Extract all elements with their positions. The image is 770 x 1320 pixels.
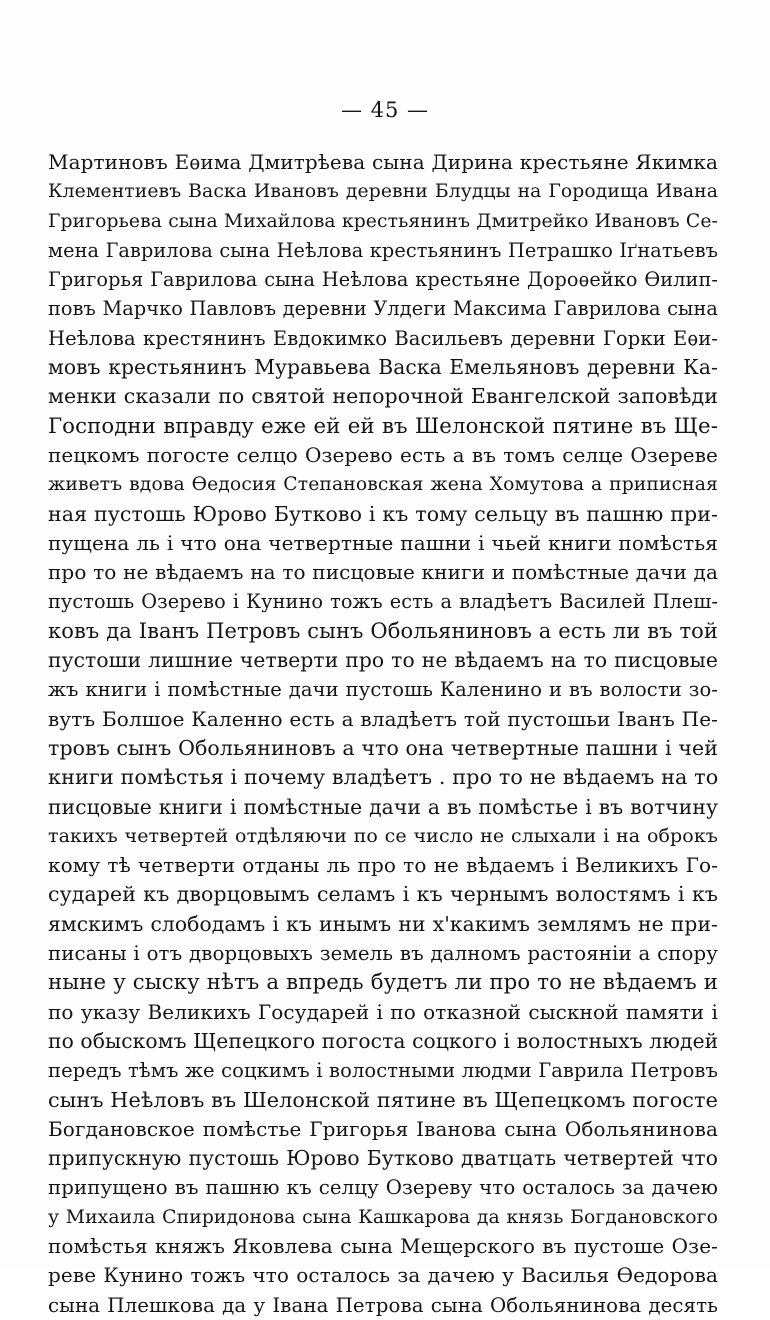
text-line: припускную пустошь Юрово Бутково дватцать четвертей что — [48, 1146, 718, 1171]
text-line: по обыскомъ Щепецкого погоста соцкого і волостныхъ людей — [48, 1028, 719, 1053]
text-line: ковъ да Іванъ Петровъ сынъ Обольяниновъ а есть ли въ той — [48, 618, 718, 643]
text-line: повъ Марчко Павловъ деревни Улдеги Максима Гаврилова сына — [48, 297, 718, 321]
text-line: Григорья Гаврилова сына Неѣлова крестьяне Дороѳейко Ѳилип- — [48, 268, 718, 292]
text-line: ная пустошь Юрово Бутково і къ тому сельцу въ пашню при- — [48, 501, 718, 526]
text-line: пецкомъ погосте селцо Озерево есть а въ томъ селце Озереве — [48, 442, 718, 467]
text-line: пущена ль і что она четвертные пашни і чьей книги помѣстья — [48, 530, 718, 555]
text-line: кому тѣ четверти отданы ль про то не вѣдаемъ і Великихъ Го- — [48, 853, 718, 878]
text-line: такихъ четвертей отдѣляючи по се число не слыхали і на оброкъ — [48, 824, 718, 847]
text-line: мена Гаврилова сына Неѣлова крестьянинъ Петрашко Іґнатьевъ — [48, 238, 718, 262]
text-line: Мартиновъ Еѳима Дмитрѣева сына Дирина крестьяне Якимка — [48, 150, 718, 174]
text-line: Клементиевъ Васка Ивановъ деревни Блудцы на Городища Ивана — [48, 181, 718, 203]
text-line: пустошь Озерево і Кунино тожъ есть а владѣетъ Василей Плеш- — [48, 590, 718, 614]
text-line: писаны і отъ дворцовыхъ земель въ далномъ растояніи а спору — [48, 942, 718, 966]
text-line: про то не вѣдаемъ на то писцовые книги и помѣстные дачи да — [48, 560, 718, 585]
text-line: Господни вправду еже ей ей въ Шелонской пятине въ Ще- — [48, 413, 718, 439]
body-text — [48, 148, 718, 1320]
text-line: припущено въ пашню къ селцу Озереву что осталось за дачею — [48, 1176, 718, 1200]
text-line: у Михаила Спиридонова сына Кашкарова да князь Богдановского — [48, 1206, 718, 1228]
text-line: ямскимъ слободамъ і къ инымъ ни х'какимъ землямъ не при- — [48, 911, 718, 936]
text-line: Неѣлова крестянинъ Евдокимко Васильевъ деревни Горки Еѳи- — [48, 326, 718, 350]
text-line: сына Плешкова да у Івана Петрова сына Обольянинова десять — [48, 1293, 718, 1317]
text-line: книги помѣстья і почему владѣетъ . про то не вѣдаемъ на то — [48, 765, 719, 790]
text-line: помѣстья княжъ Яковлева сына Мещерского въ пустоше Озе- — [48, 1233, 718, 1258]
text-line: менки сказали по святой непорочной Евангелской заповѣди — [48, 384, 718, 409]
text-line: Богдановское помѣстье Григорья Іванова сына Обольянинова — [48, 1116, 718, 1141]
text-line: Григорьева сына Михайлова крестьянинъ Дмитрейко Ивановъ Се- — [48, 210, 718, 232]
text-line: тровъ сынъ Обольяниновъ а что она четвертные пашни і чей — [48, 735, 718, 760]
text-line: пустоши лишние четверти про то не вѣдаемъ на то писцовые — [48, 648, 718, 673]
text-line: вутъ Болшое Каленно есть а владѣетъ той пустошьи Іванъ Пе- — [48, 706, 718, 731]
text-line: мовъ крестьянинъ Муравьева Васка Емельяновъ деревни Ка- — [48, 355, 718, 380]
text-line: передъ тѣмъ же соцкимъ і волостными людми Гаврила Петровъ — [48, 1059, 718, 1083]
text-line: ныне у сыску нѣтъ а впредь будетъ ли про то не вѣдаемъ и — [48, 970, 718, 996]
page-number: — 45 — — [340, 98, 430, 122]
text-line: реве Кунино тожъ что осталось за дачею у Василья Ѳедорова — [48, 1263, 718, 1288]
text-line: писцовые книги і помѣстные дачи а въ помѣстье і въ вотчину — [48, 794, 718, 819]
text-line: сынъ Неѣловъ въ Шелонской пятине въ Щепецкомъ погосте — [48, 1087, 718, 1112]
text-line: сударей къ дворцовымъ селамъ і къ чернымъ волостямъ і къ — [48, 882, 718, 907]
text-line: жъ книги і помѣстные дачи пустошь Каленино и въ волости зо- — [48, 678, 718, 702]
text-line: по указу Великихъ Государей і по отказной сыскной памяти і — [48, 999, 718, 1024]
text-line: живетъ вдова Ѳедосия Степановская жена Хомутова а приписная — [48, 474, 718, 496]
